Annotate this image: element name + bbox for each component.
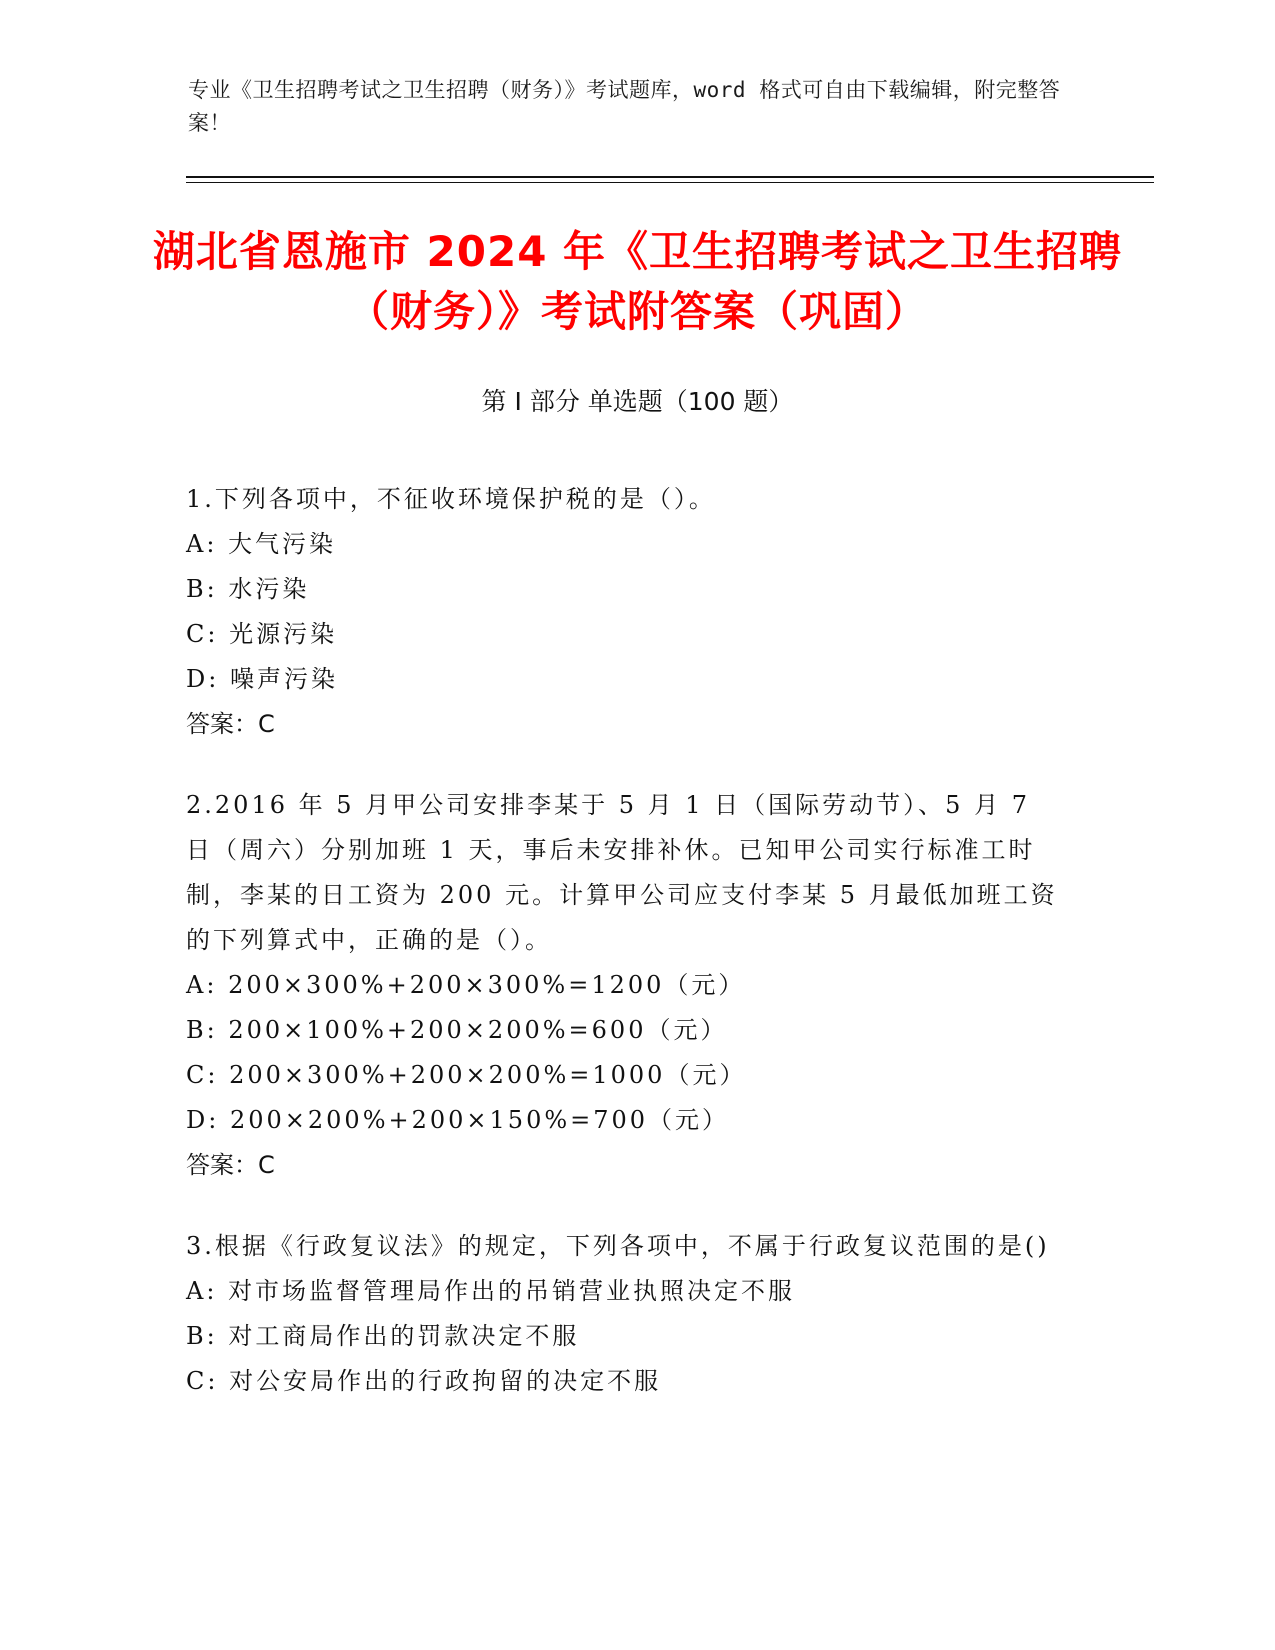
option-key: B: — [186, 575, 218, 603]
header-note: 专业《卫生招聘考试之卫生招聘（财务）》考试题库，word 格式可自由下载编辑，附完整答案！ — [188, 78, 1061, 135]
option-text: 200×300%+200×300%=1200（元） — [228, 971, 746, 999]
option-c — [186, 1359, 1066, 1404]
option-key: A: — [186, 530, 218, 558]
option-text: 对市场监督管理局作出的吊销营业执照决定不服 — [228, 1277, 796, 1305]
option-d — [186, 1098, 1066, 1143]
option-a — [186, 963, 1066, 1008]
option-key: B: — [186, 1322, 218, 1350]
option-key: A: — [186, 1277, 218, 1305]
option-b — [186, 1314, 1066, 1359]
option-key: D: — [186, 1106, 220, 1134]
answer-line: 答案：C — [186, 1151, 275, 1179]
question-1 — [186, 477, 1066, 747]
option-key: B: — [186, 1016, 218, 1044]
option-key: C: — [186, 1367, 219, 1395]
option-text: 光源污染 — [229, 620, 338, 648]
question-stem: 2.2016 年 5 月甲公司安排李某于 5 月 1 日（国际劳动节）、5 月 7 日（周六）分别加班 1 天，事后未安排补休。已知甲公司实行标准工时制，李某的日工资为 200 元。计算甲公司应支付李某 5 月最低加班工资的下列算式中，正确的是（）。 — [186, 791, 1058, 954]
section-title: 第 I 部分 单选题（100 题） — [481, 387, 794, 416]
option-text: 噪声污染 — [229, 665, 338, 693]
option-key: C: — [186, 1061, 219, 1089]
question-stem: 1.下列各项中，不征收环境保护税的是（）。 — [186, 485, 716, 513]
header-rule-thin — [186, 182, 1154, 183]
option-text: 200×300%+200×200%=1000（元） — [229, 1061, 747, 1089]
option-text: 大气污染 — [228, 530, 337, 558]
option-a — [186, 1269, 1066, 1314]
option-c — [186, 612, 1066, 657]
option-c — [186, 1053, 1066, 1098]
option-text: 200×100%+200×200%=600（元） — [228, 1016, 728, 1044]
question-list — [186, 477, 1066, 1440]
option-text: 对公安局作出的行政拘留的决定不服 — [229, 1367, 662, 1395]
option-text: 对工商局作出的罚款决定不服 — [228, 1322, 580, 1350]
question-stem: 3.根据《行政复议法》的规定，下列各项中，不属于行政复议范围的是() — [186, 1232, 1050, 1260]
option-key: D: — [186, 665, 220, 693]
document-title: 湖北省恩施市 2024 年《卫生招聘考试之卫生招聘（财务）》考试附答案（巩固） — [152, 227, 1123, 336]
option-b — [186, 1008, 1066, 1053]
option-text: 200×200%+200×150%=700（元） — [229, 1106, 730, 1134]
option-a — [186, 522, 1066, 567]
question-3 — [186, 1224, 1066, 1404]
option-d — [186, 657, 1066, 702]
option-key: C: — [186, 620, 219, 648]
answer-line: 答案：C — [186, 710, 275, 738]
option-text: 水污染 — [228, 575, 310, 603]
question-2 — [186, 783, 1066, 1188]
header-rule-thick — [186, 176, 1154, 178]
option-key: A: — [186, 971, 218, 999]
option-b — [186, 567, 1066, 612]
